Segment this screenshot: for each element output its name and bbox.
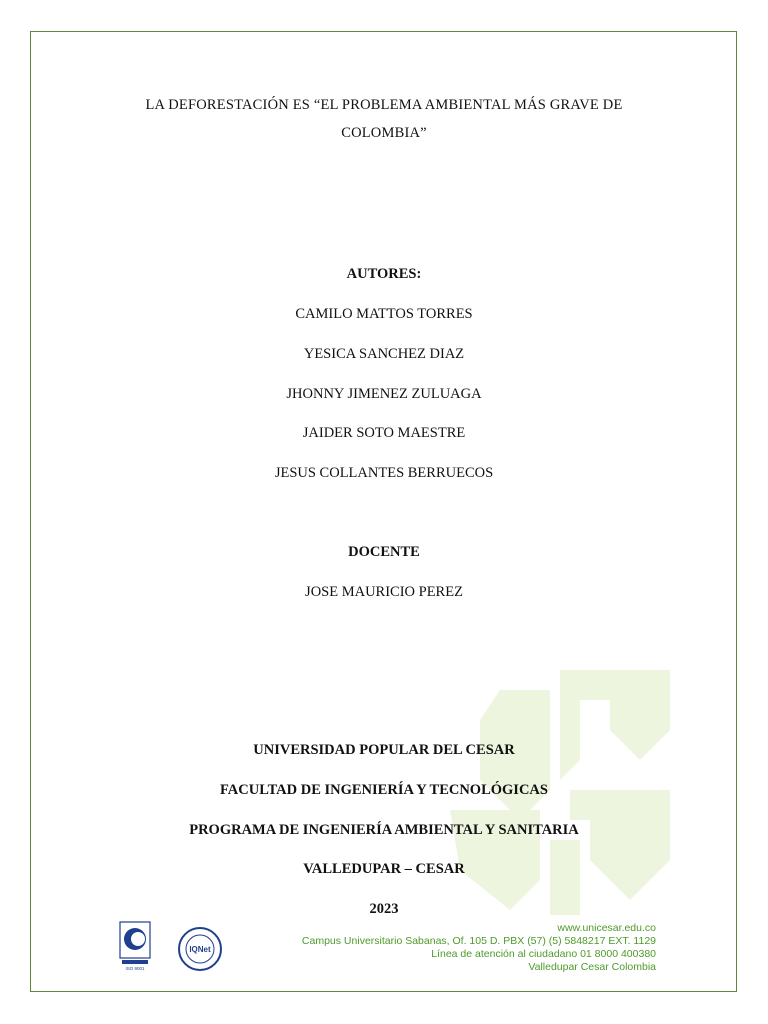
author-name: JESUS COLLANTES BERRUECOS [274, 465, 494, 481]
footer-location: Valledupar Cesar Colombia [528, 961, 656, 973]
iqnet-label: IQNet [189, 945, 211, 954]
document-title [0, 91, 768, 147]
faculty-name: FACULTAD DE INGENIERÍA Y TECNOLÓGICAS [220, 782, 548, 798]
icontec-certification-logo [118, 921, 152, 977]
author-name: CAMILO MATTOS TORRES [295, 306, 473, 322]
iqnet-certification-logo [177, 926, 223, 972]
authors-heading: AUTORES: [346, 266, 422, 282]
title-line-2: COLOMBIA” [341, 125, 427, 141]
author-name: JHONNY JIMENEZ ZULUAGA [286, 386, 482, 402]
footer-phone: Línea de atención al ciudadano 01 8000 400380 [431, 948, 656, 960]
author-name: YESICA SANCHEZ DIAZ [303, 346, 465, 362]
footer-website[interactable]: www.unicesar.edu.co [557, 922, 656, 934]
city-name: VALLEDUPAR – CESAR [303, 861, 465, 877]
icontec-label: ISO 9001 [125, 966, 145, 971]
teacher-heading: DOCENTE [348, 544, 420, 560]
title-line-1: LA DEFORESTACIÓN ES “EL PROBLEMA AMBIENTAL MÁS GRAVE DE [145, 97, 623, 113]
program-name: PROGRAMA DE INGENIERÍA AMBIENTAL Y SANITARIA [189, 822, 579, 838]
footer-campus: Campus Universitario Sabanas, Of. 105 D. PBX (57) (5) 5848217 EXT. 1129 [301, 935, 656, 947]
teacher-name: JOSE MAURICIO PEREZ [305, 584, 463, 600]
footer-contact [302, 922, 656, 974]
year: 2023 [369, 901, 399, 917]
university-name: UNIVERSIDAD POPULAR DEL CESAR [253, 742, 515, 758]
author-name: JAIDER SOTO MAESTRE [302, 425, 466, 441]
